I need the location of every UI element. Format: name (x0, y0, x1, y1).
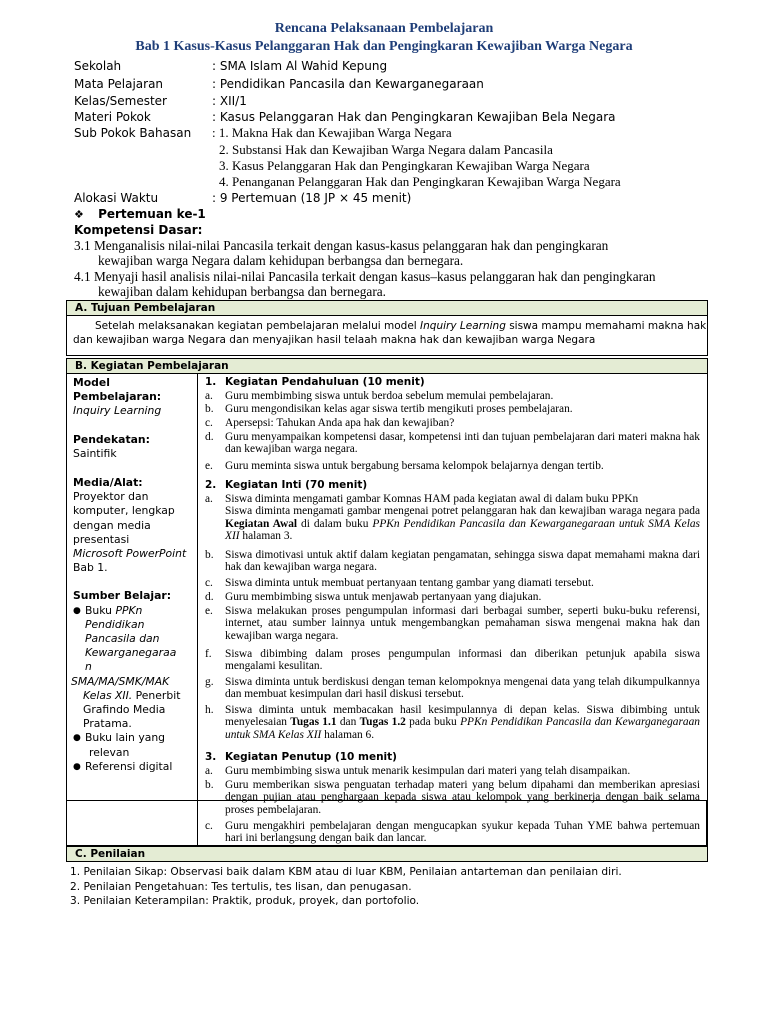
sumber-item: ● Buku PPKn Pendidikan Pancasila dan Kewarganegaraa n (73, 603, 177, 674)
kd-text: Menyaji hasil analisis nilai-nilai Pancasila terkait dengan kasus–kasus pelanggaran hak dan pengingkaran (93, 269, 656, 284)
list-item: g. Siswa diminta untuk berdiskusi dengan teman kelompoknya mengenai data yang telah dikumpulkannya dan membuat kesimpulan dari hasil diskusi tersebut. (205, 676, 700, 701)
list-item: c. Apersepsi: Tahukan Anda apa hak dan kewajiban? (205, 417, 455, 429)
pendekatan-label: Pendekatan: (73, 432, 150, 446)
sumber-pub: Pratama. (83, 717, 132, 731)
identity-value: : 1. Makna Hak dan Kewajiban Warga Negara (212, 125, 452, 140)
list-item: f. Siswa dibimbing dalam proses pengumpulan informasi dan diberikan petunjuk apabila siswa mengalami kesulitan. (205, 648, 700, 673)
media-line: Microsoft PowerPoint (73, 547, 187, 561)
media-label: Media/Alat: (73, 476, 143, 490)
sumber-item: ● Buku lain yang relevan (73, 731, 166, 759)
model-value: Inquiry Learning (73, 404, 162, 418)
sumber-pub: Grafindo Media (83, 703, 166, 717)
pendekatan-value: Saintifik (73, 446, 117, 460)
media-line: Proyektor dan (73, 490, 149, 504)
kd-number: 3.1 (74, 238, 91, 253)
media-line: dengan media (73, 518, 151, 532)
penilaian-item: 3. Penilaian Keterampilan: Praktik, produk, proyek, dan portofolio. (70, 895, 420, 907)
sub-topic-3: 3. Kasus Pelanggaran Hak dan Pengingkaran Kewajiban Warga Negara (219, 158, 590, 173)
list-item: b. Guru mengondisikan kelas agar siswa tertib mengikuti proses pembelajaran. (205, 403, 573, 415)
list-item: h. Siswa diminta untuk membacakan hasil kesimpulannya di depan kelas. Siswa dibimbing untuk menyelesaian Tugas 1.1 dan Tugas 1.2 pada buku PPKn Pendidikan Pancasila dan Kewarganegaraan untuk SMA Kelas XII halaman 6. (205, 704, 701, 741)
kd-item-cont: kewajiban warga Negara dalam kehidupan berbangsa dan bernegara. (98, 253, 464, 268)
list-item: d. Guru membimbing siswa untuk menjawab pertanyaan yang diajukan. (205, 591, 542, 603)
bullet-icon: ● (73, 605, 81, 616)
identity-label: Materi Pokok (74, 110, 151, 124)
media-line: Bab 1. (73, 561, 108, 575)
sumber-school: SMA/MA/SMK/MAK (71, 674, 170, 688)
list-item: b. Guru memberikan siswa penguatan terhadap materi yang belum dipahami dan memberikan apresiasi dengan pujian atau penghargaan kepada siswa atau kelompok yang berkinerja dengan baik selama proses pembelajaran. (205, 779, 700, 816)
list-item: b. Siswa dimotivasi untuk aktif dalam kegiatan pengamatan, sehingga siswa dapat memahami makna dari hak dan kewajiban warga negara. (205, 549, 700, 574)
identity-label: Kelas/Semester (74, 94, 167, 108)
section-c-header: C. Penilaian (75, 848, 146, 860)
section-a-text: Setelah melaksanakan kegiatan pembelajaran melalui model Inquiry Learning siswa mampu memahami makna hak dan kewajiban warga Negara dan menyajikan hasil telaah makna hak dan kewajiban warga Negara (73, 320, 707, 346)
bullet-icon: ● (73, 761, 81, 772)
kd-heading: Kompetensi Dasar: (74, 223, 203, 237)
penilaian-item: 2. Penilaian Pengetahuan: Tes tertulis, tes lisan, dan penugasan. (70, 881, 412, 893)
identity-label: Sub Pokok Bahasan (74, 126, 192, 140)
section-b-header: B. Kegiatan Pembelajaran (67, 359, 707, 374)
list-item: a. Siswa diminta mengamati gambar Komnas HAM pada kegiatan awal di dalam buku PPKn Siswa diminta mengamati gambar mengenai potret pelanggaran hak dan kewajiban waraga negara pada Kegiatan Awal di dalam buku PPKn Pendidikan Pancasila dan Kewarganegaraan untuk SMA Kelas XII halaman 3. (205, 493, 700, 543)
page-title: Rencana Pelaksanaan Pembelajaran (274, 21, 494, 36)
identity-label: Sekolah (74, 59, 122, 73)
identity-value: : Pendidikan Pancasila dan Kewarganegaraan (212, 77, 484, 91)
bullet-icon: ● (73, 733, 81, 744)
media-line: presentasi (73, 532, 130, 546)
sumber-kelas: Kelas XII. Penerbit (83, 688, 181, 702)
identity-value: : XII/1 (212, 94, 247, 108)
penilaian-item: 1. Penilaian Sikap: Observasi baik dalam KBM atau di luar KBM, Penilaian antarteman dan penilaian diri. (70, 866, 622, 878)
sumber-label: Sumber Belajar: (73, 589, 172, 603)
list-item: c. Siswa diminta untuk membuat pertanyaan tentang gambar yang diamati tersebut. (205, 577, 594, 589)
list-item: d. Guru menyampaikan kompetensi dasar, kompetensi inti dan tujuan pembelajaran dari materi makna hak dan kewajiban warga negara. (205, 431, 700, 456)
page-subtitle: Bab 1 Kasus-Kasus Pelanggaran Hak dan Pengingkaran Kewajiban Warga Negara (135, 39, 633, 54)
meeting-text: Pertemuan ke-1 (98, 207, 206, 221)
diamond-bullet-icon: ❖ (74, 208, 84, 221)
list-item: a. Guru membimbing siswa untuk menarik kesimpulan dari materi yang telah disampaikan. (205, 765, 631, 777)
list-item: e. Siswa melakukan proses pengumpulan informasi dari berbagai sumber, seperti buku-buku referensi, internet, atau sumber lainnya untuk mengembangkan pemahaman siswa mengenai makna hak dan kewajiban warga negara. (205, 605, 700, 642)
identity-label: Mata Pelajaran (74, 77, 164, 91)
kd-item (74, 269, 656, 284)
section-c-header-box (66, 846, 708, 862)
section-a-header: A. Tujuan Pembelajaran (67, 301, 707, 316)
kd-text: Menganalisis nilai-nilai Pancasila terkait dengan kasus-kasus pelanggaran hak dan pengingkaran (93, 238, 609, 253)
section-a-box (66, 300, 708, 356)
media-line: komputer, lengkap (73, 504, 175, 518)
identity-value: : Kasus Pelanggaran Hak dan Pengingkaran Kewajiban Bela Negara (212, 110, 616, 124)
list-item: e. Guru meminta siswa untuk bergabung bersama kelompok belajarnya dengan tertib. (205, 460, 604, 472)
sumber-item: ● Referensi digital (73, 759, 173, 773)
list-item: c. Guru mengakhiri pembelajaran dengan mengucapkan syukur kepada Tuhan YME bahwa pertemuan hari ini berlangsung dengan baik dan lancar. (205, 820, 700, 845)
section-b-left-column (73, 376, 201, 774)
kd-item-cont: kewajiban dalam kehidupan berbangsa dan bernegara. (98, 284, 386, 299)
sub-topic-4: 4. Penanganan Pelanggaran Hak dan Pengingkaran Kewajiban Warga Negara (219, 174, 621, 189)
identity-label: Alokasi Waktu (74, 191, 159, 205)
identity-value: : 9 Pertemuan (18 JP × 45 menit) (212, 191, 412, 205)
kd-item (74, 238, 608, 253)
meeting-heading (74, 206, 206, 223)
kd-number: 4.1 (74, 269, 91, 284)
list-item: a. Guru membimbing siswa untuk berdoa sebelum memulai pembelajaran. (205, 390, 554, 402)
sub-topic-2: 2. Substansi Hak dan Kewajiban Warga Negara dalam Pancasila (219, 142, 553, 157)
model-label: Model Pembelajaran: (73, 376, 162, 404)
identity-value: : SMA Islam Al Wahid Kepung (212, 59, 388, 73)
